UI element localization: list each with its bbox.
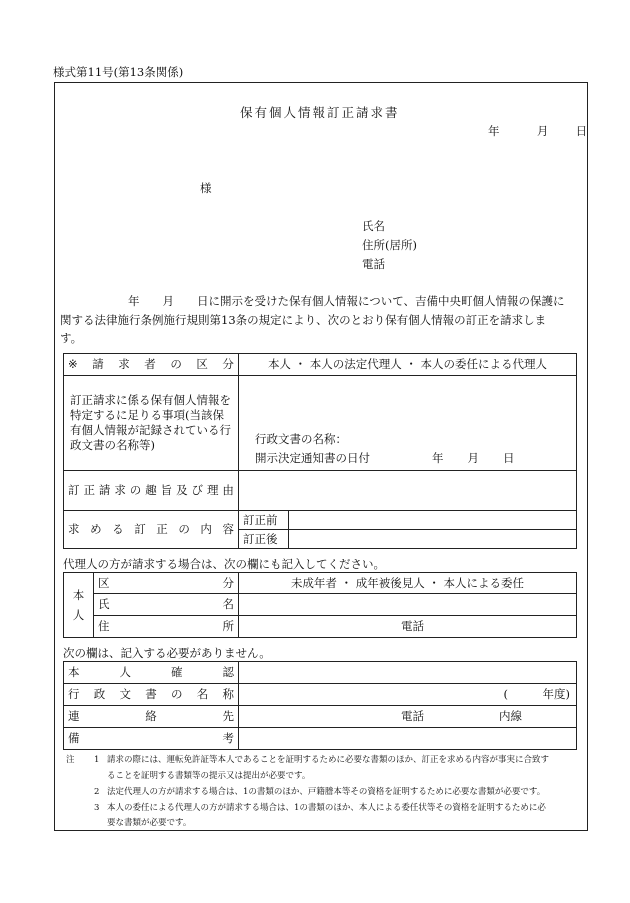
before-field[interactable]	[289, 511, 577, 530]
admin-doc-name-label: 行 政 文 書 の 名 称	[64, 684, 239, 706]
agent-table	[63, 572, 577, 638]
identity-check-label: 本 人 確 認	[64, 662, 239, 684]
after-label: 訂正後	[239, 530, 289, 549]
intro-text-2: 関する法律施行条例施行規則第13条の規定により、次のとおり保有個人情報の訂正を請求しま	[60, 313, 547, 327]
principal-address-label: 住 所	[94, 616, 239, 638]
intro-text-1: 年 月 日に開示を受けた保有個人情報について、吉備中央町個人情報の保護に	[128, 294, 565, 308]
correction-reason-label: 訂 正 請 求 の 趣 旨 及 び 理 由	[64, 471, 239, 511]
contact-field[interactable]	[239, 706, 577, 728]
extension-label: 内線	[499, 709, 522, 723]
notice-month: 月	[467, 451, 479, 465]
remarks-label: 備 考	[64, 728, 239, 750]
agent-category-label: 区 分	[94, 573, 239, 594]
intro-text-3: す。	[60, 331, 83, 345]
requester-category-label: ※ 請 求 者 の 区 分	[64, 354, 239, 376]
requester-category-options[interactable]: 本人 ・ 本人の法定代理人 ・ 本人の委任による代理人	[239, 354, 577, 376]
before-label: 訂正前	[239, 511, 289, 530]
agent-note: 代理人の方が請求する場合は、次の欄にも記入してください。	[63, 557, 385, 571]
notice-date-row	[255, 451, 572, 466]
admin-doc-name-field[interactable]	[239, 684, 577, 706]
principal-name-label: 氏 名	[94, 594, 239, 616]
date-line	[488, 123, 587, 139]
notice-date-label: 開示決定通知書の日付	[255, 451, 370, 465]
principal-phone-label: 電話	[401, 619, 424, 633]
after-field[interactable]	[289, 530, 577, 549]
contact-phone-label: 電話	[401, 709, 424, 723]
note-1-line-2: ることを証明する書類等の提示又は提出が必要です。	[107, 771, 311, 781]
identity-check-field[interactable]	[239, 662, 577, 684]
date-year: 年	[488, 124, 500, 138]
note-3-number: 3	[94, 803, 100, 813]
applicant-address-label: 住所(居所)	[362, 238, 417, 252]
note-3-line-1: 本人の委任による代理人の方が請求する場合は、1の書類のほか、本人による委任状等その資格を証明するために必	[107, 803, 546, 813]
date-month: 月	[536, 124, 549, 138]
remarks-field[interactable]	[239, 728, 577, 750]
notice-year: 年	[432, 451, 444, 465]
info-specification-field[interactable]	[239, 376, 577, 471]
doc-name-label: 行政文書の名称：	[255, 432, 347, 446]
info-specification-label: 訂正請求に係る保有個人情報を特定するに足りる事項(当該保有個人情報が記録されている行政文書の名称等)	[64, 376, 239, 471]
note-1-line-1: 請求の際には、運転免許証等本人であることを証明するために必要な書類のほか、訂正を求める内容が事実に合致す	[107, 755, 550, 765]
notice-day: 日	[503, 451, 515, 465]
applicant-name-label: 氏名	[362, 219, 385, 233]
note-2-line-1: 法定代理人の方が請求する場合は、1の書類のほか、戸籍謄本等その資格を証明するために必要な書類が必要です。	[107, 787, 546, 797]
note-2-number: 2	[94, 787, 100, 797]
notes-prefix: 注	[66, 755, 75, 765]
principal-name-field[interactable]	[239, 594, 577, 616]
principal-side-label: 本 人	[64, 573, 94, 638]
applicant-phone-label: 電話	[362, 257, 385, 271]
date-day: 日	[575, 124, 588, 138]
staff-table	[63, 661, 577, 750]
staff-note: 次の欄は、記入する必要がありません。	[63, 646, 271, 660]
principal-address-field[interactable]	[239, 616, 577, 638]
note-1-number: 1	[94, 755, 100, 765]
request-table	[63, 353, 577, 549]
agent-category-options[interactable]: 未成年者 ・ 成年被後見人 ・ 本人による委任	[239, 573, 577, 594]
note-3-line-2: 要な書類が必要です。	[107, 818, 192, 828]
form-title: 保有個人情報訂正請求書	[240, 105, 400, 120]
contact-label: 連 絡 先	[64, 706, 239, 728]
addressee-suffix: 様	[200, 181, 212, 195]
form-number: 様式第11号(第13条関係)	[53, 65, 184, 79]
fiscal-year-label: ( 年度)	[503, 687, 570, 701]
correction-reason-field[interactable]	[239, 471, 577, 511]
correction-content-label: 求 め る 訂 正 の 内 容	[64, 511, 239, 549]
